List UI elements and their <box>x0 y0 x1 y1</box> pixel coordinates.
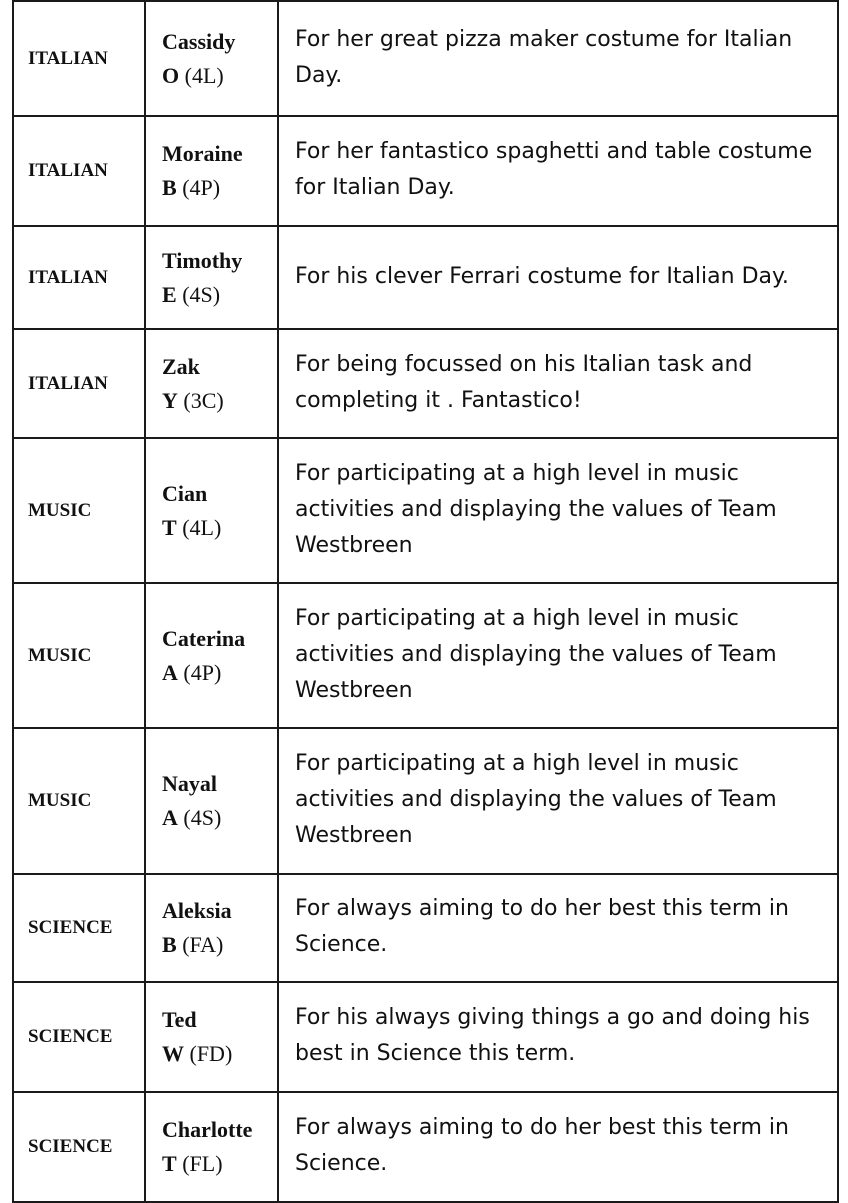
table-row <box>13 329 838 438</box>
subject-cell: SCIENCE <box>13 982 145 1092</box>
subject-cell: ITALIAN <box>13 226 145 329</box>
student-class: (3C) <box>183 387 224 413</box>
reason-cell: For participating at a high level in music activities and displaying the values of Team Westbreen <box>278 438 838 583</box>
subject-cell: MUSIC <box>13 438 145 583</box>
reason-cell: For always aiming to do her best this term in Science. <box>278 1092 838 1202</box>
subject-cell: MUSIC <box>13 728 145 874</box>
subject-cell: ITALIAN <box>13 1 145 116</box>
student-cell <box>145 1092 278 1202</box>
student-first-name: Nayal <box>162 771 217 796</box>
table-row <box>13 583 838 728</box>
student-initial: E <box>162 281 177 307</box>
reason-cell: For her great pizza maker costume for Italian Day. <box>278 1 838 116</box>
student-first-name: Cian <box>162 480 208 506</box>
student-initial: A <box>162 659 178 685</box>
student-class: (FA) <box>182 932 224 957</box>
reason-cell: For her fantastico spaghetti and table costume for Italian Day. <box>278 116 838 226</box>
student-first-name: Timothy <box>162 247 243 273</box>
reason-cell: For his always giving things a go and doing his best in Science this term. <box>278 982 838 1092</box>
student-class: (4L) <box>182 514 222 540</box>
student-class: (4P) <box>182 175 221 200</box>
reason-cell: For always aiming to do her best this term in Science. <box>278 874 838 982</box>
table-row <box>13 728 838 874</box>
student-cell <box>145 226 278 329</box>
subject-cell: ITALIAN <box>13 329 145 438</box>
student-cell <box>145 874 278 982</box>
student-first-name: Charlotte <box>162 1117 253 1142</box>
reason-cell: For his clever Ferrari costume for Italian Day. <box>278 226 838 329</box>
table-row <box>13 226 838 329</box>
table-row <box>13 438 838 583</box>
student-cell <box>145 329 278 438</box>
table-row <box>13 116 838 226</box>
awards-table <box>12 0 839 1203</box>
student-first-name: Aleksia <box>162 898 232 923</box>
subject-cell: ITALIAN <box>13 116 145 226</box>
student-first-name: Moraine <box>162 141 243 166</box>
student-first-name: Ted <box>162 1007 197 1032</box>
reason-cell: For being focussed on his Italian task and completing it . Fantastico! <box>278 329 838 438</box>
student-class: (FL) <box>182 1151 223 1176</box>
reason-cell: For participating at a high level in music activities and displaying the values of Team Westbreen <box>278 583 838 728</box>
student-first-name: Zak <box>162 353 200 379</box>
table-row <box>13 982 838 1092</box>
student-initial: A <box>162 805 178 830</box>
student-initial: T <box>162 514 177 540</box>
student-class: (4S) <box>183 805 222 830</box>
student-cell <box>145 728 278 874</box>
subject-cell: SCIENCE <box>13 1092 145 1202</box>
student-class: (FD) <box>189 1041 233 1066</box>
table-row <box>13 874 838 982</box>
subject-cell: SCIENCE <box>13 874 145 982</box>
student-cell <box>145 438 278 583</box>
student-cell <box>145 1 278 116</box>
student-cell <box>145 583 278 728</box>
student-cell <box>145 982 278 1092</box>
reason-cell: For participating at a high level in music activities and displaying the values of Team Westbreen <box>278 728 838 874</box>
student-initial: B <box>162 932 177 957</box>
student-initial: Y <box>162 387 178 413</box>
student-cell <box>145 116 278 226</box>
table-row <box>13 1 838 116</box>
student-initial: B <box>162 175 177 200</box>
table-row <box>13 1092 838 1202</box>
student-initial: O <box>162 62 180 88</box>
student-class: (4S) <box>182 281 221 307</box>
subject-cell: MUSIC <box>13 583 145 728</box>
student-first-name: Cassidy <box>162 28 236 54</box>
student-initial: T <box>162 1151 177 1176</box>
student-class: (4P) <box>183 659 222 685</box>
student-first-name: Caterina <box>162 625 246 651</box>
student-class: (4L) <box>184 62 224 88</box>
student-initial: W <box>162 1041 184 1066</box>
